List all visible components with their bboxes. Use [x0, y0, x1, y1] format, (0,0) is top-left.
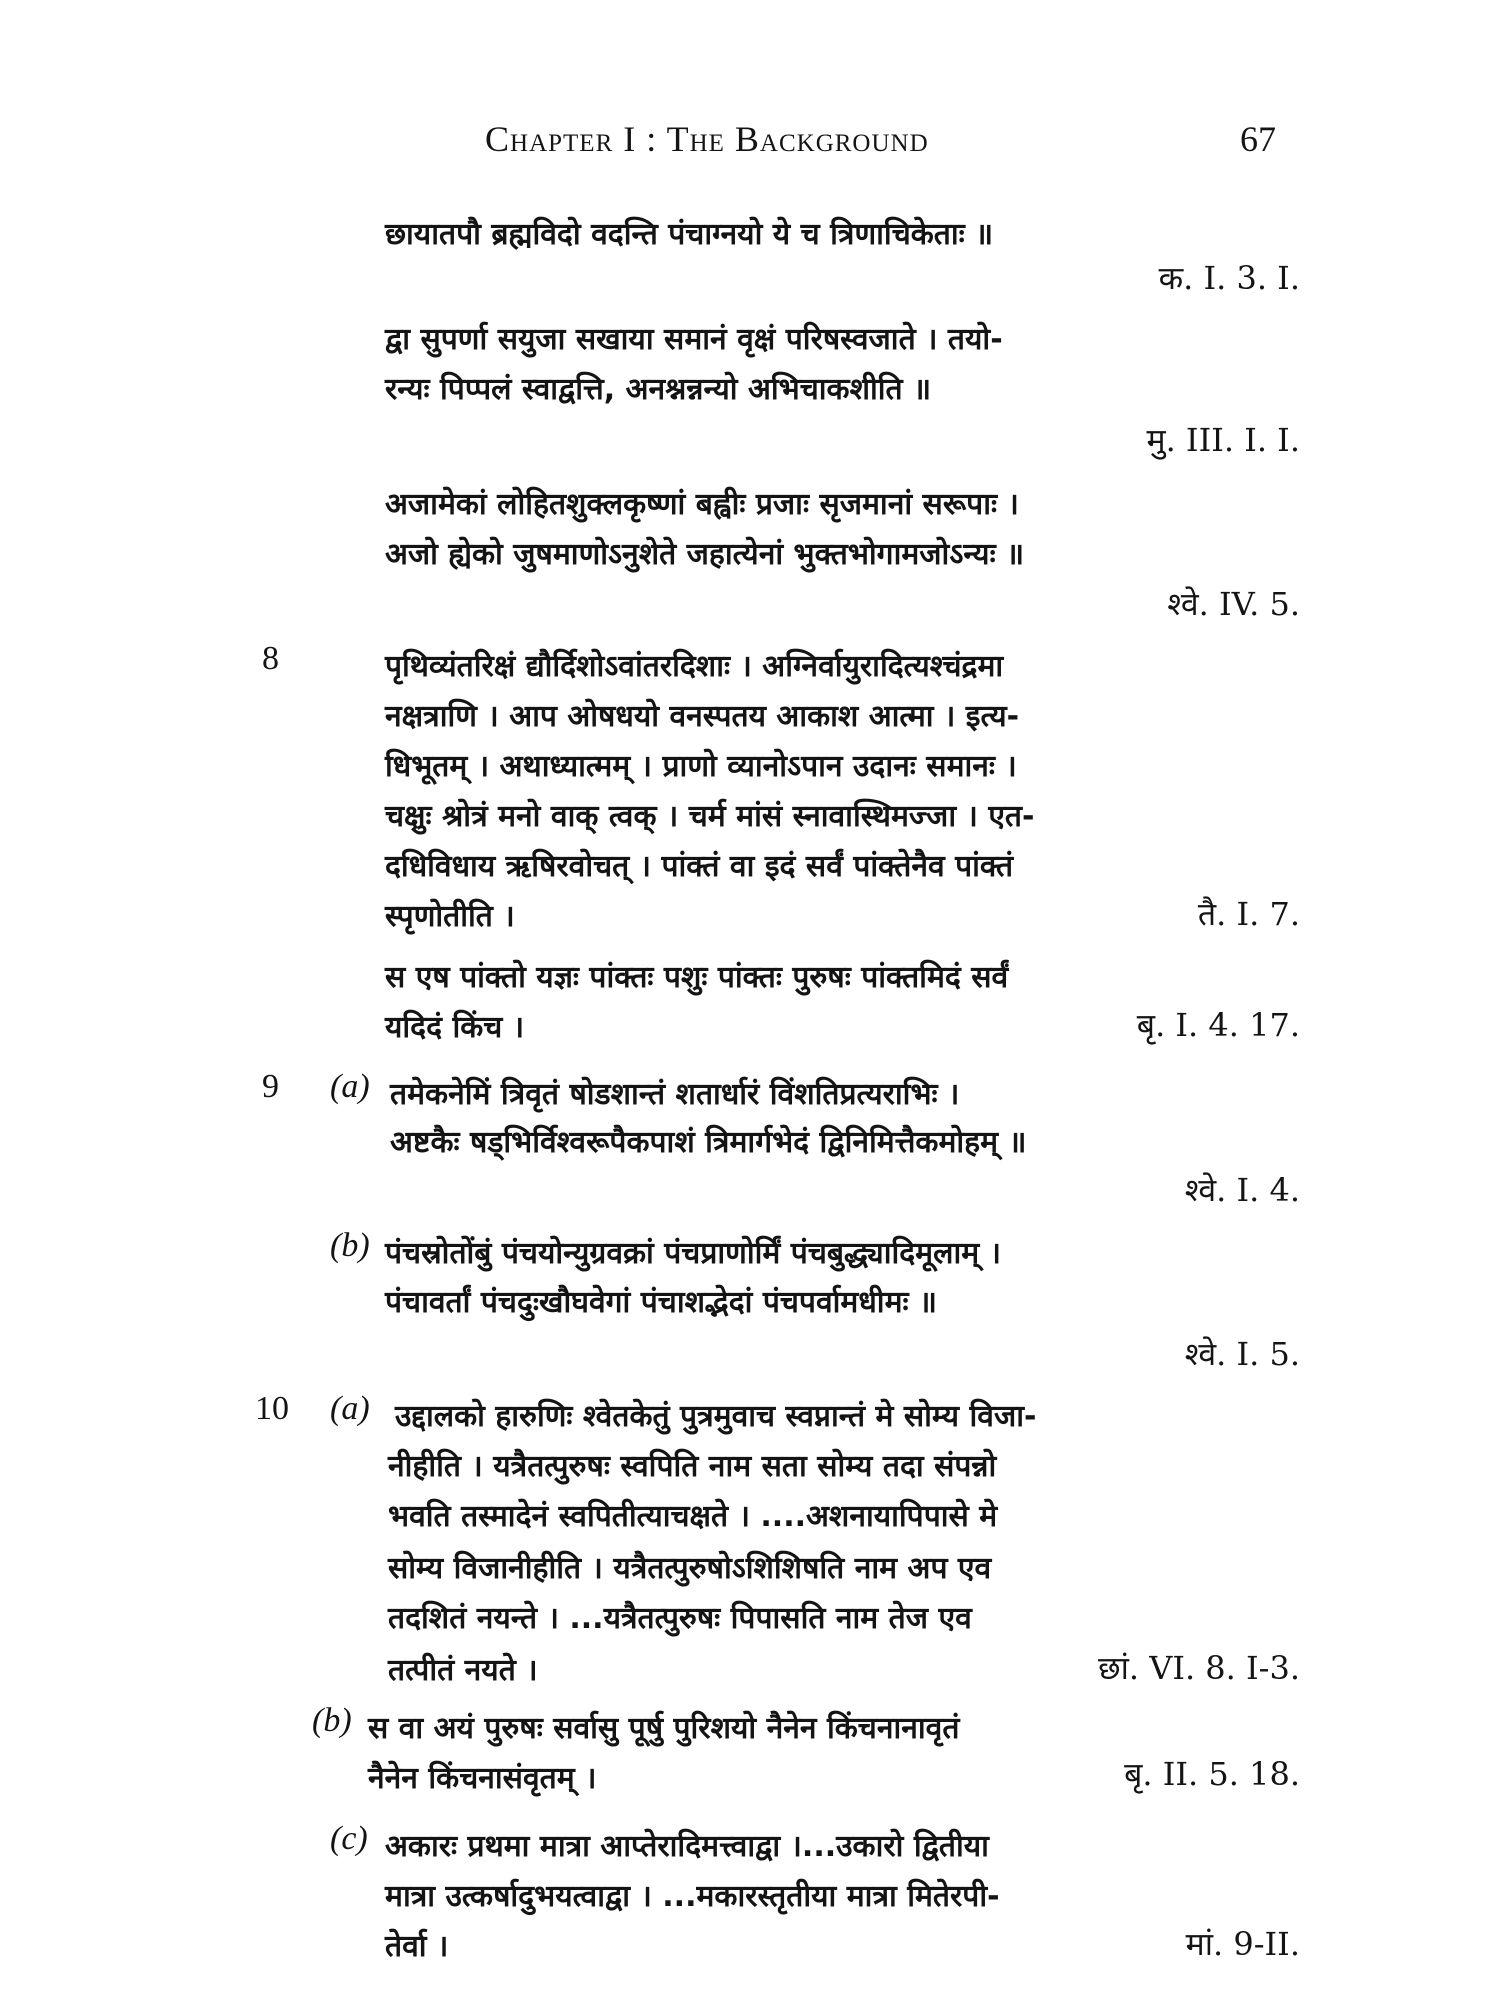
verse-line: स्पृणोतीति ।: [385, 899, 515, 934]
citation: छां. VI. 8. I-3.: [1098, 1649, 1300, 1687]
citation: तै. I. 7.: [1197, 895, 1300, 933]
verse-line: पंचावर्तां पंचदुःखौघवेगां पंचाशद्भेदां पंचपर्वामधीमः ॥: [385, 1285, 937, 1320]
verse-line: नैनेन किंचनासंवृतम् ।: [368, 1761, 597, 1796]
verse-line: सोम्य विजानीहीति । यत्रैतत्पुरुषोऽशिशिषति नाम अप एव: [388, 1551, 992, 1586]
verse-line: स वा अयं पुरुषः सर्वासु पूर्षु पुरिशयो नैनेन किंचनानावृतं: [368, 1711, 960, 1746]
verse-line: चक्षुः श्रोत्रं मनो वाक् त्वक् । चर्म मांसं स्नावास्थिमज्जा । एत-: [385, 799, 1035, 834]
citation: क. I. 3. I.: [1158, 259, 1300, 297]
section-number: 8: [262, 640, 279, 677]
sub-label: (a): [330, 1390, 370, 1427]
verse-line: छायातपौ ब्रह्मविदो वदन्ति पंचाग्नयो ये च त्रिणाचिकेताः ॥: [385, 217, 994, 252]
sub-label: (b): [312, 1702, 352, 1739]
verse-line: अजो ह्येको जुषमाणोऽनुशेते जहात्येनां भुक्तभोगामजोऽन्यः ॥: [385, 537, 1025, 572]
verse-line: तदशितं नयन्ते । ...यत्रैतत्पुरुषः पिपासति नाम तेज एव: [388, 1601, 972, 1636]
page-number: 67: [1240, 119, 1276, 159]
page-header: [0, 118, 1500, 168]
citation: मां. 9-II.: [1185, 1925, 1300, 1963]
verse-line: तेर्वा ।: [385, 1929, 449, 1964]
sub-label: (a): [330, 1068, 370, 1105]
verse-line: नीहीति । यत्रैतत्पुरुषः स्वपिति नाम सता सोम्य तदा संपन्नो: [388, 1449, 997, 1484]
verse-line: द्वा सुपर्णा सयुजा सखाया समानं वृक्षं परिषस्वजाते । तयो-: [385, 322, 1003, 357]
verse-line: स एष पांक्तो यज्ञः पांक्तः पशुः पांक्तः पुरुषः पांक्तमिदं सर्वं: [385, 960, 1009, 995]
section-number: 10: [255, 1390, 289, 1427]
citation: मु. III. I. I.: [1146, 421, 1300, 459]
verse-line: मात्रा उत्कर्षादुभयत्वाद्वा । ...मकारस्तृतीया मात्रा मितेरपी-: [385, 1879, 1000, 1914]
running-head: Chapter I : The Background: [485, 119, 929, 159]
citation: श्वे. I. 5.: [1184, 1335, 1300, 1373]
sub-label: (b): [330, 1227, 370, 1264]
citation: बृ. II. 5. 18.: [1124, 1755, 1300, 1793]
citation: श्वे. I. 4.: [1184, 1171, 1300, 1209]
verse-line: धिभूतम् । अथाध्यात्मम् । प्राणो व्यानोऽपान उदानः समानः ।: [385, 749, 1017, 784]
verse-line: अजामेकां लोहितशुक्लकृष्णां बह्वीः प्रजाः सृजमानां सरूपाः ।: [385, 487, 1019, 522]
sub-label: (c): [330, 1820, 368, 1857]
section-number: 9: [262, 1068, 279, 1105]
citation: बृ. I. 4. 17.: [1136, 1006, 1300, 1044]
verse-line: अष्टकैः षड्भिर्विश्वरूपैकपाशं त्रिमार्गभेदं द्विनिमित्तैकमोहम् ॥: [390, 1125, 1027, 1160]
verse-line: पंचस्रोतोंबुं पंचयोन्युग्रवक्रां पंचप्राणोर्मिं पंचबुद्ध्यादिमूलाम् ।: [385, 1236, 1001, 1271]
citation: श्वे. IV. 5.: [1167, 585, 1300, 623]
verse-line: उद्दालको हारुणिः श्वेतकेतुं पुत्रमुवाच स्वप्नान्तं मे सोम्य विजा-: [395, 1399, 1037, 1434]
verse-line: भवति तस्मादेनं स्वपितीत्याचक्षते । ....अशनायापिपासे मे: [388, 1499, 998, 1534]
verse-line: दधिविधाय ऋषिरवोचत् । पांक्तं वा इदं सर्वं पांक्तेनैव पांक्तं: [385, 849, 1014, 884]
verse-line: पृथिव्यंतरिक्षं द्यौर्दिशोऽवांतरदिशाः । अग्निर्वायुरादित्यश्चंद्रमा: [385, 649, 1004, 684]
verse-line: यदिदं किंच ।: [385, 1010, 525, 1045]
verse-line: रन्यः पिप्पलं स्वाद्वत्ति, अनश्नन्नन्यो अभिचाकशीति ॥: [385, 372, 932, 407]
verse-line: अकारः प्रथमा मात्रा आप्तेरादिमत्त्वाद्वा ।...उकारो द्वितीया: [385, 1829, 989, 1864]
verse-line: तमेकनेमिं त्रिवृतं षोडशान्तं शतार्धारं विंशतिप्रत्यराभिः ।: [390, 1077, 960, 1112]
verse-line: तत्पीतं नयते ।: [388, 1653, 538, 1688]
verse-line: नक्षत्राणि । आप ओषधयो वनस्पतय आकाश आत्मा । इत्य-: [385, 699, 1020, 734]
